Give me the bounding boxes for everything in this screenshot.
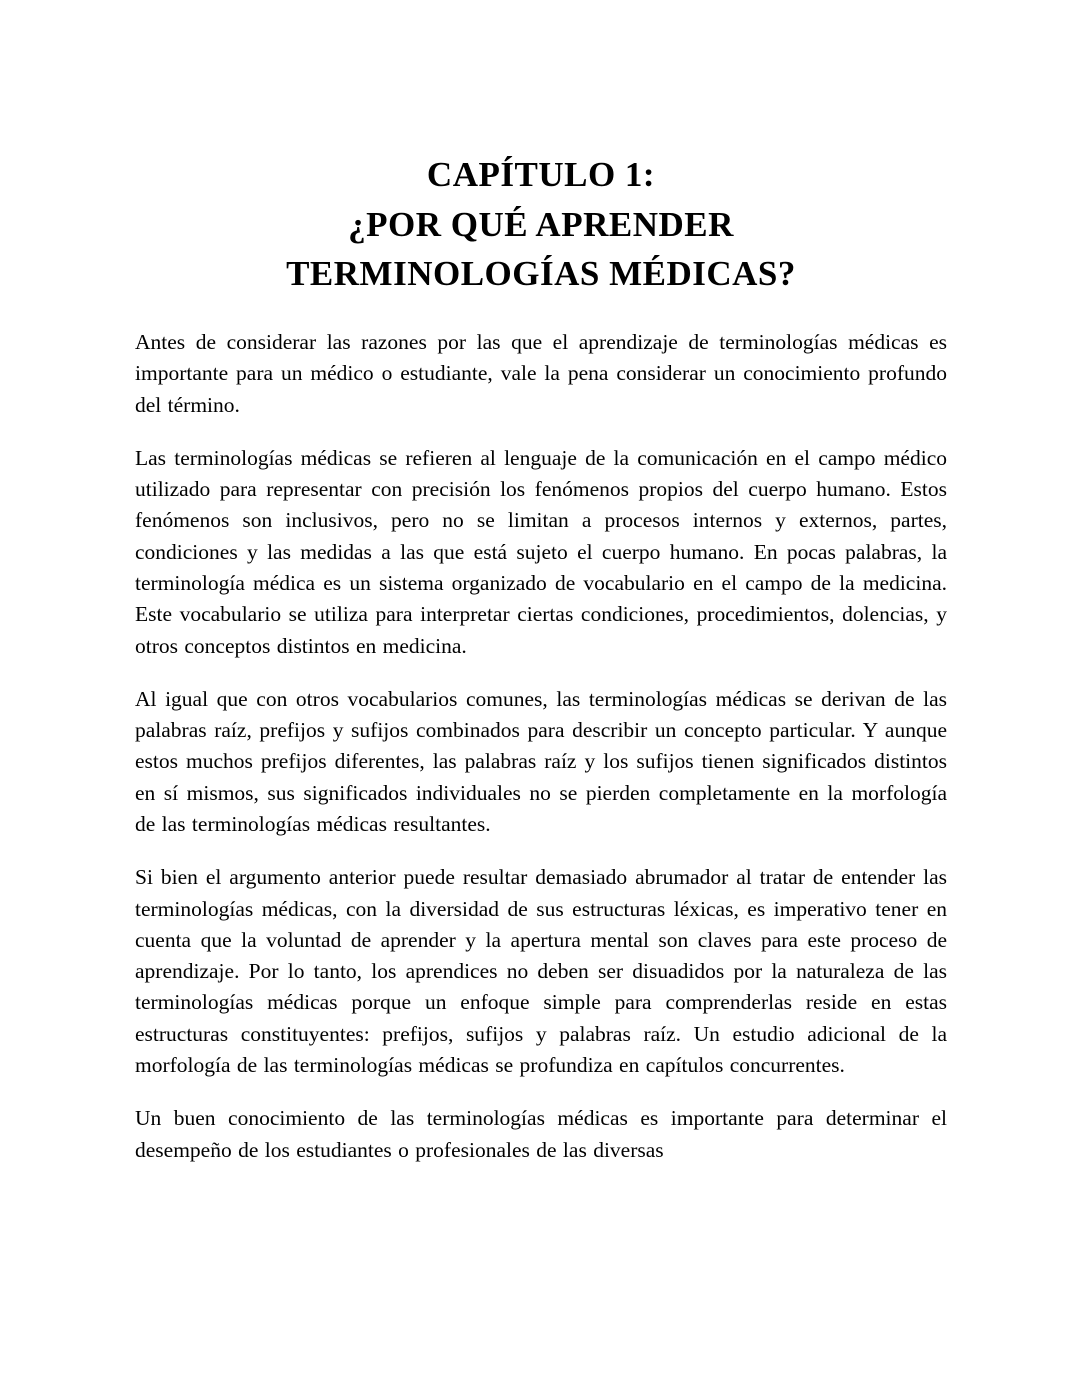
paragraph-3: Al igual que con otros vocabularios comunes, las terminologías médicas se derivan de las palabras raíz, prefijos y sufijos combinados para describir un concepto particular. Y aunque estos muchos prefijos diferentes, las palabras raíz y los sufijos tienen significados distintos en sí mismos, sus significados individuales no se pierden completamente en la morfología de las terminologías médicas resultantes. [135,686,947,836]
chapter-title-line-2: ¿POR QUÉ APRENDER [348,204,734,244]
paragraph-5: Un buen conocimiento de las terminologías médicas es importante para determinar el desempeño de los estudiantes o profesionales de las diversas [135,1106,947,1162]
body-text [135,327,947,1166]
chapter-title-line-1: CAPÍTULO 1: [426,155,656,194]
chapter-title-line-3: TERMINOLOGÍAS MÉDICAS? [286,254,796,294]
paragraph-2: Las terminologías médicas se refieren al lenguaje de la comunicación en el campo médico utilizado para representar con precisión los fenómenos propios del cuerpo humano. Estos fenómenos son inclusivos, pero no se limitan a procesos internos y externos, partes, condiciones y las medidas a las que está sujeto el cuerpo humano. En pocas palabras, la terminología médica es un sistema organizado de vocabulario en el campo de la medicina. Este vocabulario se utiliza para interpretar ciertas condiciones, procedimientos, dolencias, y otros conceptos distintos en medicina. [135,445,947,658]
page-content [135,150,947,1166]
paragraph-4: Si bien el argumento anterior puede resultar demasiado abrumador al tratar de entender las terminologías médicas, con la diversidad de sus estructuras léxicas, es imperativo tener en cuenta que la voluntad de aprender y la apertura mental son claves para este proceso de aprendizaje. Por lo tanto, los aprendices no deben ser disuadidos por la naturaleza de las terminologías médicas porque un enfoque simple para comprenderlas reside en estas estructuras constituyentes: prefijos, sufijos y palabras raíz. Un estudio adicional de la morfología de las terminologías médicas se profundiza en capítulos concurrentes. [135,865,947,1077]
chapter-title [135,150,947,299]
paragraph-1: Antes de considerar las razones por las que el aprendizaje de terminologías médicas es importante para un médico o estudiante, vale la pena considerar un conocimiento profundo del término. [135,330,947,417]
